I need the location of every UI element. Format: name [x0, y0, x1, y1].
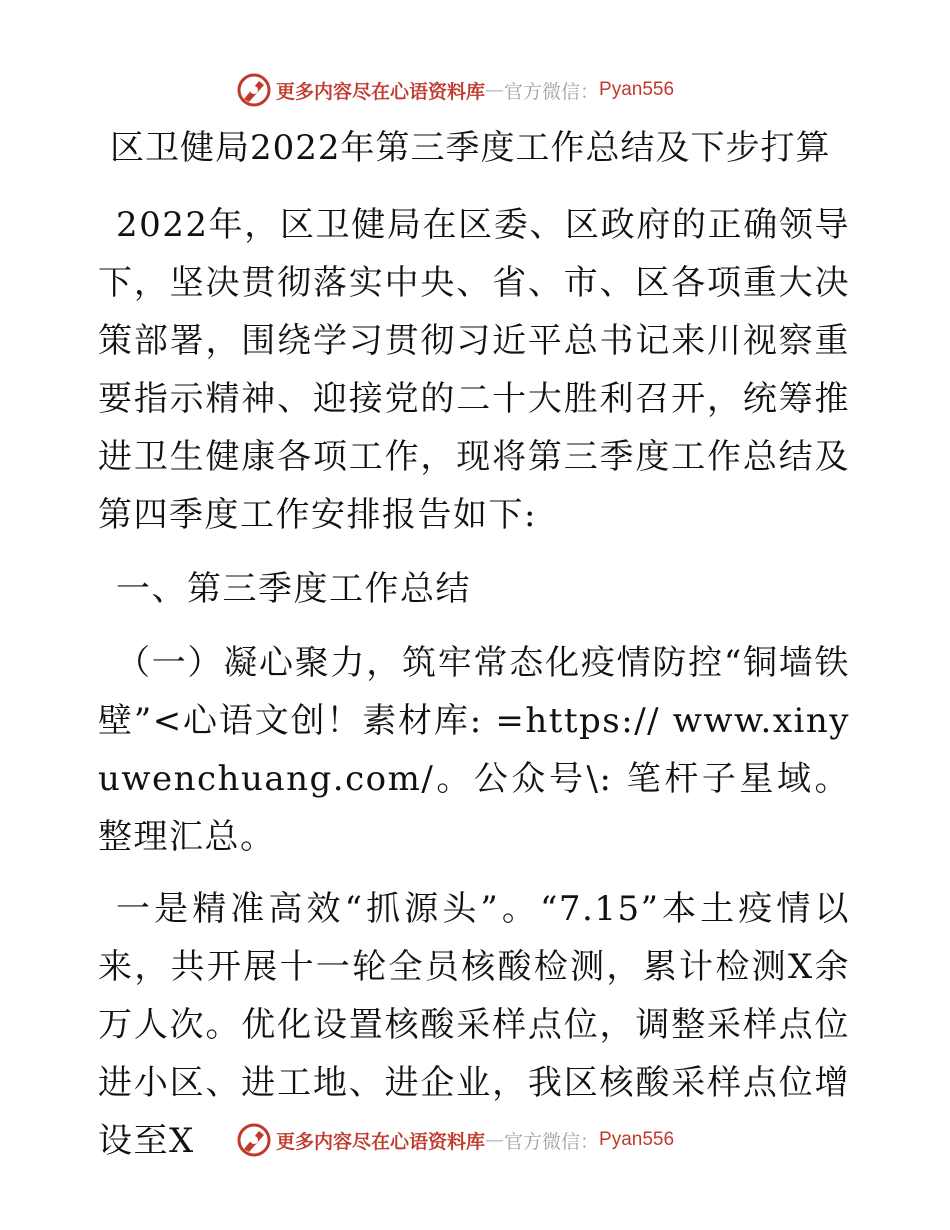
watermark-text: 更多内容尽在心语资料库 — [276, 80, 486, 103]
subsection-heading: （一）凝心聚力，筑牢常态化疫情防控“铜墙铁壁”<心语文创！素材库: =https:// www.xinyuwenchuang.com/。公众号\: 笔杆子星域。整理汇总。 — [98, 643, 850, 857]
logo-icon — [236, 72, 272, 108]
logo-icon — [236, 1122, 272, 1158]
intro-paragraph: 2022年，区卫健局在区委、区政府的正确领导下，坚决贯彻落实中央、省、市、区各项重大决策部署，围绕学习贯彻习近平总书记来川视察重要指示精神、迎接党的二十大胜利召开，统筹推进卫生健康各项工作，现将第三季度工作总结及第四季度工作安排报告如下: — [98, 205, 850, 535]
watermark-separator: — — [485, 79, 505, 101]
watermark-banner-top — [236, 70, 716, 110]
watermark-label: 官方微信： — [504, 80, 600, 103]
watermark-text: 更多内容尽在心语资料库 — [276, 1130, 486, 1153]
watermark-separator: — — [485, 1129, 505, 1151]
watermark-banner-bottom — [236, 1120, 716, 1160]
watermark-label: 官方微信： — [504, 1130, 600, 1153]
body-paragraph: 一是精准高效“抓源头”。“7.15”本土疫情以来，共开展十一轮全员核酸检测，累计检测X余万人次。优化设置核酸采样点位，调整采样点位进小区、进工地、进企业，我区核酸采样点位增设至X — [98, 889, 850, 1161]
watermark-id: Pyan556 — [599, 1129, 675, 1150]
watermark-id: Pyan556 — [599, 79, 675, 100]
section-heading: 一、第三季度工作总结 — [116, 569, 471, 609]
document-body — [98, 196, 850, 1170]
document-title: 区卫健局2022年第三季度工作总结及下步打算 — [110, 128, 831, 168]
